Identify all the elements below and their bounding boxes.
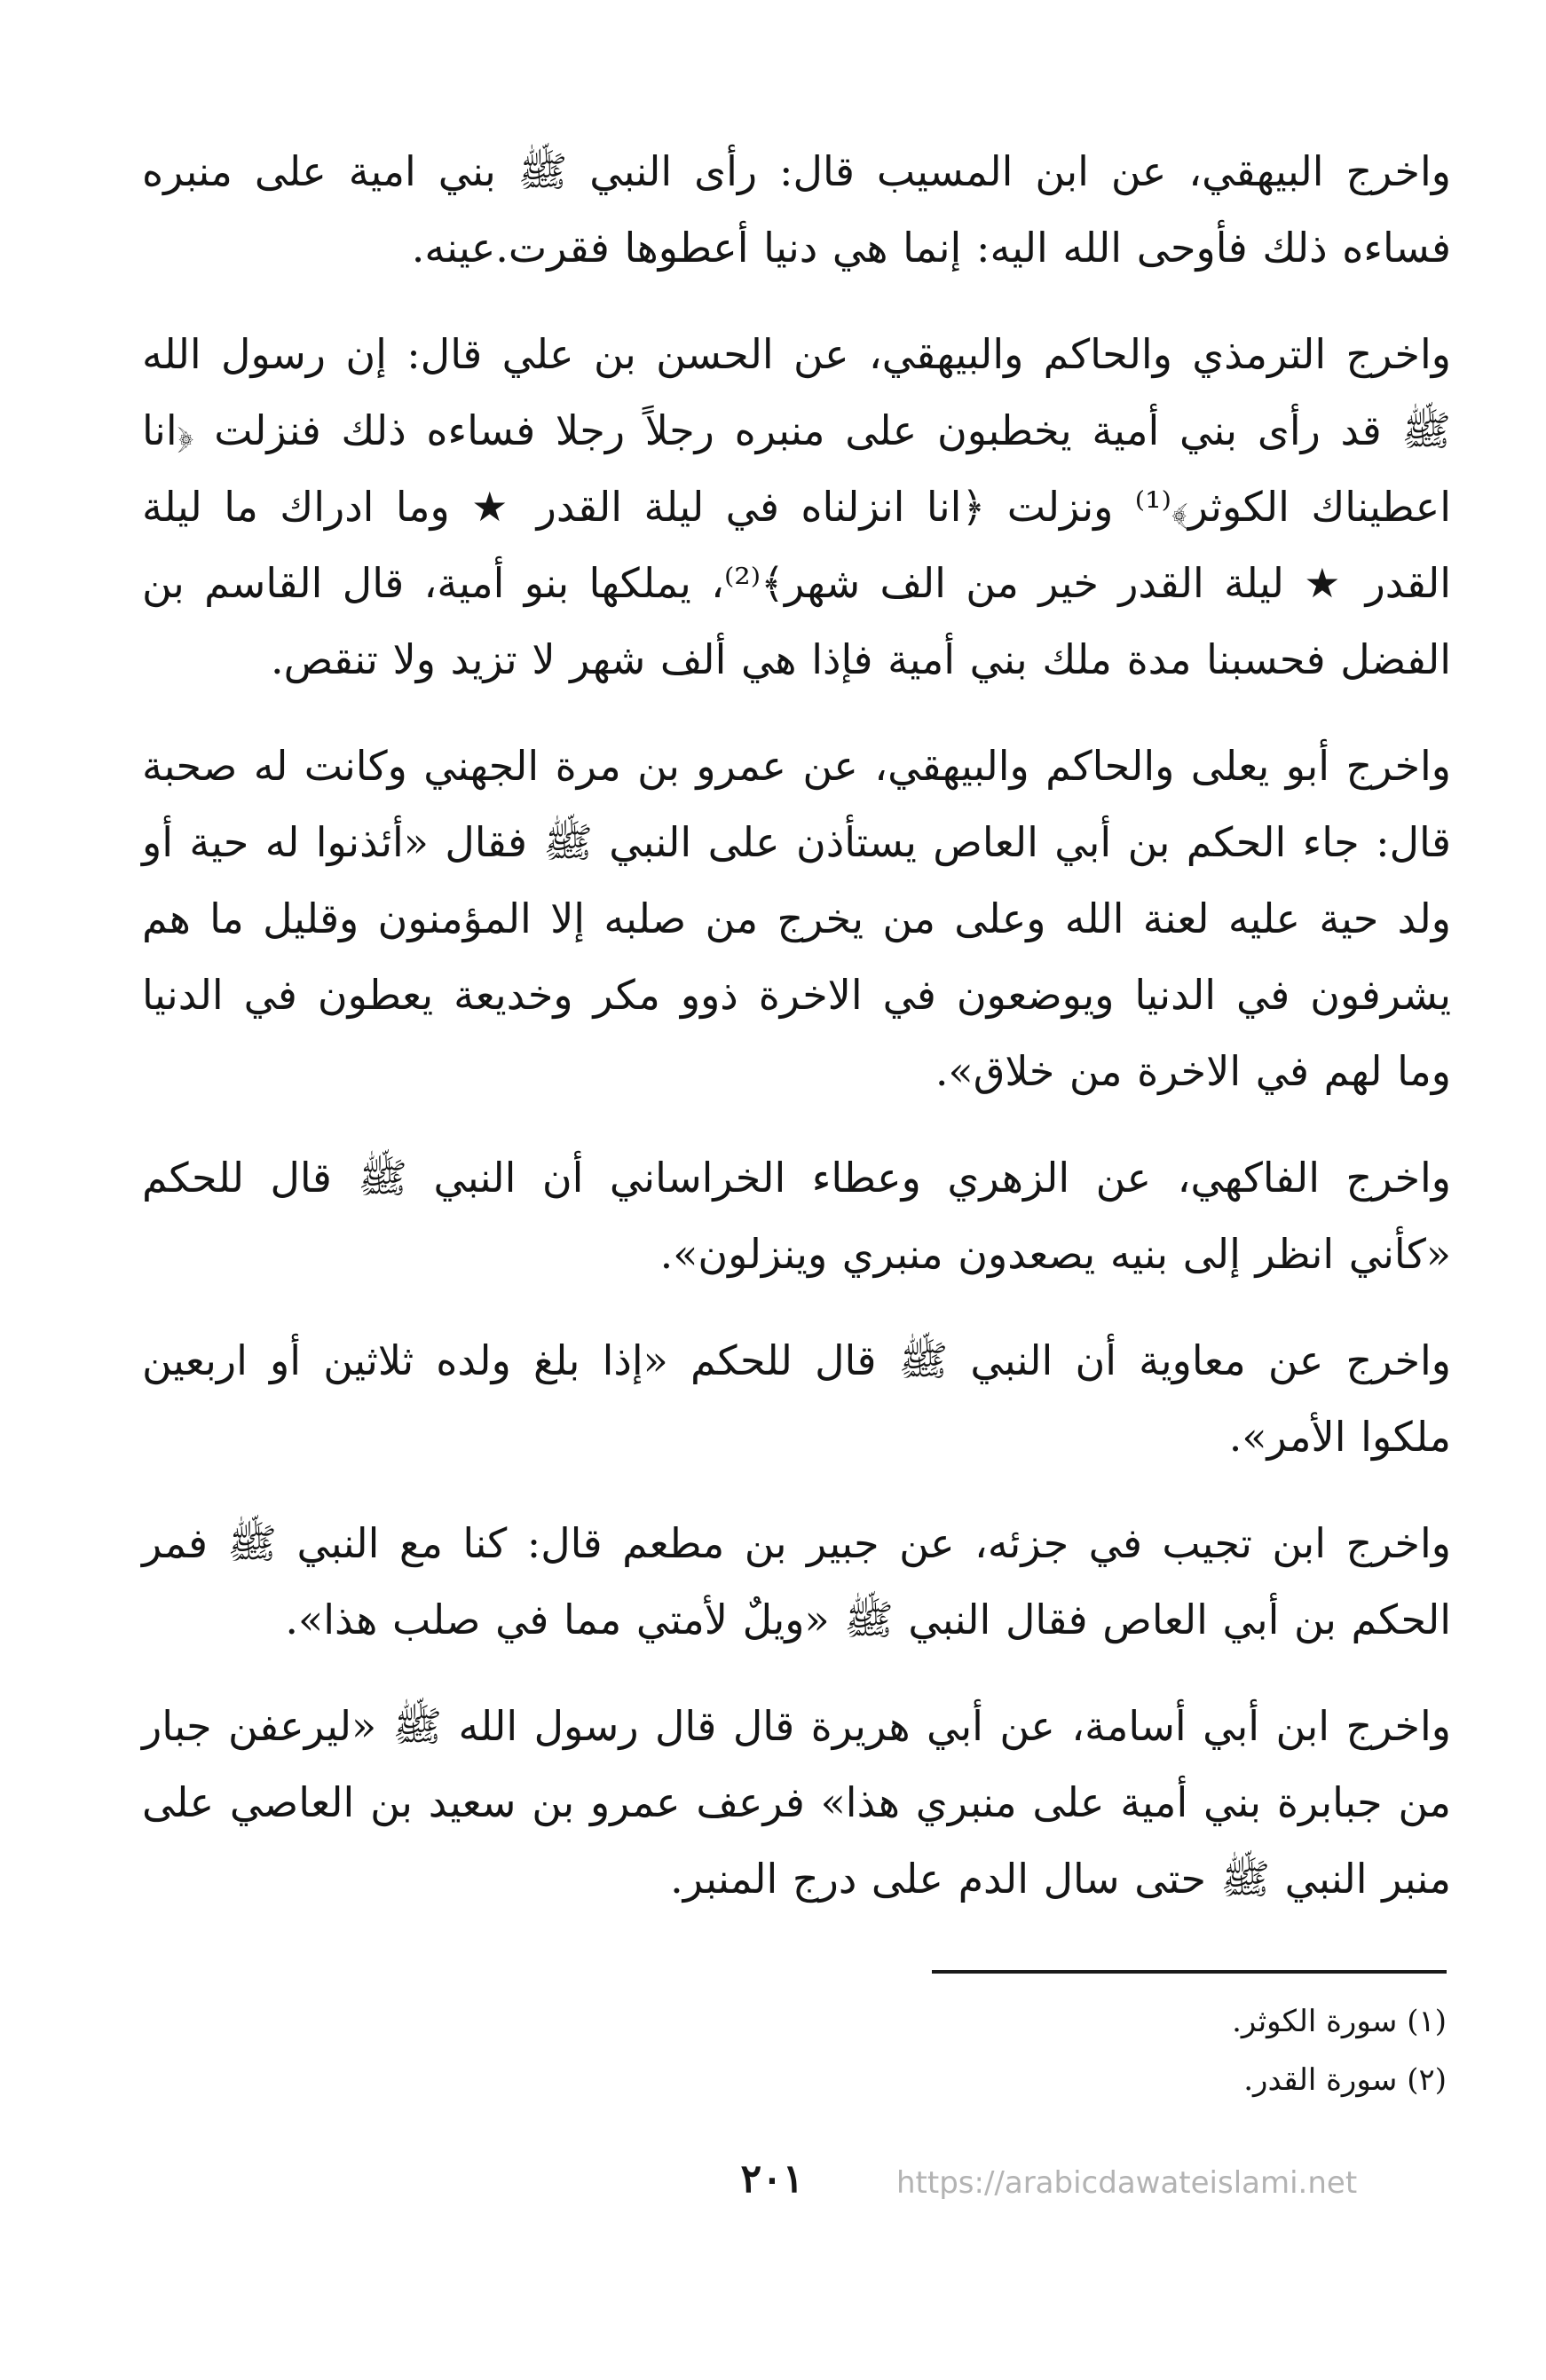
paragraph-6: واخرج ابن تجيب في جزئه، عن جبير بن مطعم قال: كنا مع النبي ﷺ فمر الحكم بن أبي العاص فقال النبي ﷺ «ويلٌ لأمتي مما في صلب هذا». [142, 1519, 1451, 1643]
paragraph-4: واخرج الفاكهي، عن الزهري وعطاء الخراساني أن النبي ﷺ قال للحكم «كأني انظر إلى بنيه يصعدون منبري وينزلون». [142, 1154, 1451, 1278]
paragraph-1: واخرج البيهقي، عن ابن المسيب قال: رأى النبي ﷺ بني امية على منبره فساءه ذلك فأوحى الله اليه: إنما هي دنيا أعطوها فقرت.عينه. [142, 147, 1451, 272]
footnote-1: (١) سورة الكوثر. [1232, 2004, 1447, 2039]
paragraph-2: واخرج الترمذي والحاكم والبيهقي، عن الحسن بن علي قال: إن رسول الله ﷺ قد رأى بني أمية يخطبون على منبره رجلاً رجلا فساءه ذلك فنزلت ﴿انا اعطيناك الكوثر﴾⁽¹⁾ ونزلت ﴿انا انزلناه في ليلة القدر ★ وما ادراك ما ليلة القدر ★ ليلة القدر خير من الف شهر﴾⁽²⁾، يملكها بنو أمية، قال القاسم بن الفضل فحسبنا مدة ملك بني أمية فإذا هي ألف شهر لا تزيد ولا تنقص. [142, 330, 1451, 683]
body-text [142, 133, 1451, 1917]
footnote-divider [932, 1970, 1447, 1974]
page-number: ٢٠١ [740, 2156, 804, 2202]
footnotes [799, 1992, 1447, 2109]
footnote-2: (٢) سورة القدر. [1243, 2062, 1447, 2098]
watermark-url: https://arabicdawateislami.net [896, 2165, 1358, 2201]
paragraph-5: واخرج عن معاوية أن النبي ﷺ قال للحكم «إذا بلغ ولده ثلاثين أو اربعين ملكوا الأمر». [142, 1336, 1451, 1461]
paragraph-7: واخرج ابن أبي أسامة، عن أبي هريرة قال قال رسول الله ﷺ «ليرعفن جبار من جبابرة بني أمية على منبري هذا» فرعف عمرو بن سعيد بن العاصي على منبر النبي ﷺ حتى سال الدم على درج المنبر. [142, 1702, 1451, 1903]
paragraph-3: واخرج أبو يعلى والحاكم والبيهقي، عن عمرو بن مرة الجهني وكانت له صحبة قال: جاء الحكم بن أبي العاص يستأذن على النبي ﷺ فقال «أئذنوا له حية أو ولد حية عليه لعنة الله وعلى من يخرج من صلبه إلا المؤمنون وقليل ما هم يشرفون في الدنيا ويوضعون في الاخرة ذوو مكر وخديعة يعطون في الدنيا وما لهم في الاخرة من خلاق». [142, 742, 1451, 1095]
